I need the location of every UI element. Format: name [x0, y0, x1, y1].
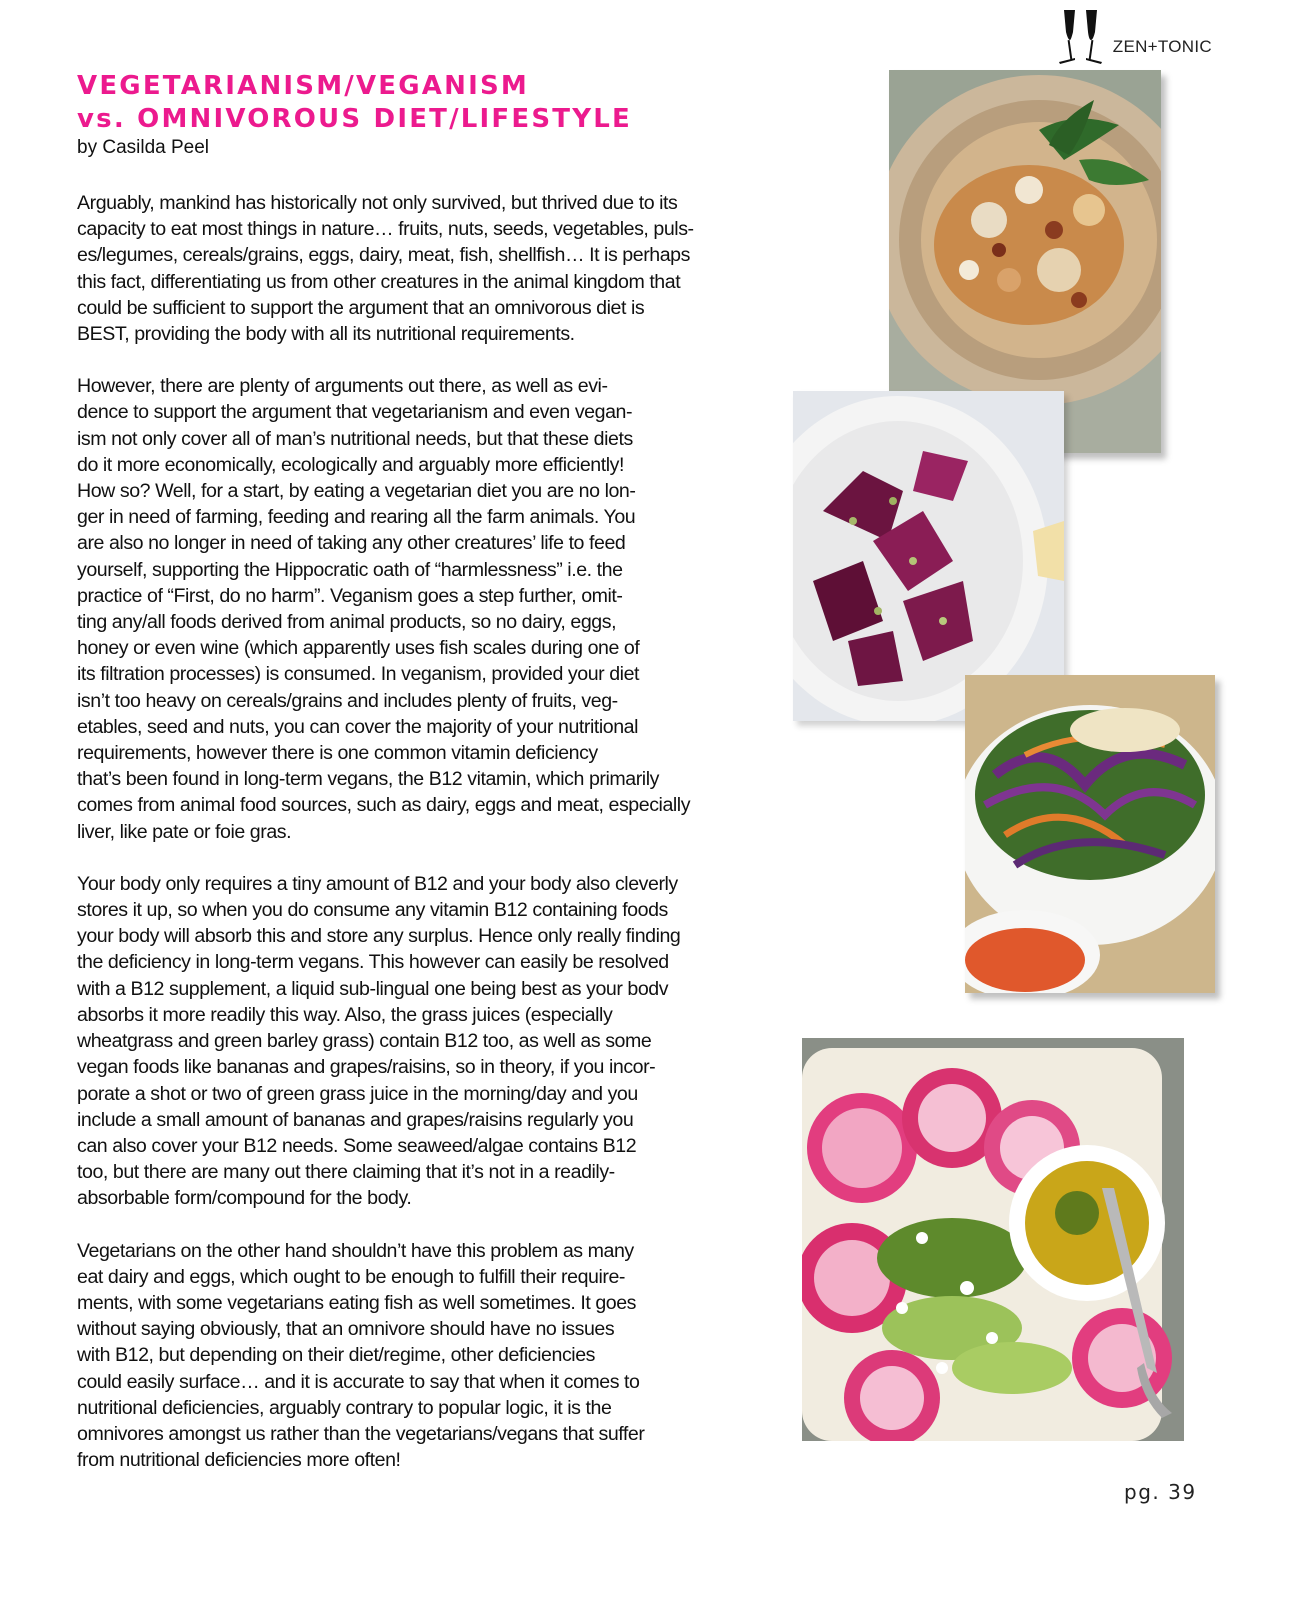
text-line: ism not only cover all of man’s nutritional needs, but that these diets: [77, 427, 633, 450]
text-line: How so? Well, for a start, by eating a vegetarian diet you are no lon-: [77, 480, 636, 503]
text-line: its filtration processes) is consumed. In veganism, provided your diet: [77, 663, 640, 686]
text-line: could be sufficient to support the argument that an omnivorous diet is: [77, 296, 645, 319]
article-header: [77, 70, 797, 160]
text-line: etables, seed and nuts, you can cover the majority of your nutritional: [77, 715, 639, 738]
text-line: eat dairy and eggs, which ought to be enough to fulfill their require-: [77, 1265, 625, 1288]
text-line: ments, with some vegetarians eating fish as well sometimes. It goes: [77, 1291, 637, 1314]
text-line: Vegetarians on the other hand shouldn’t have this problem as many: [77, 1239, 634, 1262]
text-line: absorbs it more readily this way. Also, the grass juices (especially: [77, 1003, 613, 1026]
article-paragraph: [77, 190, 797, 347]
text-line: vegan foods like bananas and grapes/raisins, so in theory, if you incor-: [77, 1056, 656, 1079]
text-line: es/legumes, cereals/grains, eggs, dairy, meat, fish, shellfish… It is perhaps: [77, 244, 690, 267]
text-line: do it more economically, ecologically and arguably more efficiently!: [77, 453, 624, 476]
article-paragraph: [77, 1238, 797, 1474]
photo-radish-avocado-plate: [802, 1038, 1184, 1441]
text-line: that’s been found in long-term vegans, the B12 vitamin, which primarily: [77, 768, 659, 791]
byline: by Casilda Peel: [77, 137, 210, 158]
brand-name: ZEN+TONIC: [1112, 37, 1212, 56]
text-line: isn’t too heavy on cereals/grains and includes plenty of fruits, veg-: [77, 689, 618, 712]
text-line: practice of “First, do no harm”. Veganism goes a step further, omit-: [77, 584, 623, 607]
text-line: nutritional deficiencies, arguably contrary to popular logic, it is the: [77, 1396, 612, 1419]
text-line: the deficiency in long-term vegans. This however can easily be resolved: [77, 951, 669, 974]
text-line: comes from animal food sources, such as dairy, eggs and meat, especially: [77, 794, 691, 817]
text-line: porate a shot or two of green grass juice in the morning/day and you: [77, 1082, 638, 1105]
text-line: without saying obviously, that an omnivore should have no issues: [77, 1318, 615, 1341]
text-line: too, but there are many out there claiming that it’s not in a readily-: [77, 1161, 615, 1184]
text-line: your body will absorb this and store any surplus. Hence only really finding: [77, 925, 681, 948]
text-line: wheatgrass and green barley grass) contain B12 too, as well as some: [77, 1030, 652, 1053]
champagne-glasses-icon: [1055, 6, 1107, 68]
text-line: are also no longer in need of taking any other creatures’ life to feed: [77, 532, 626, 555]
text-line: include a small amount of bananas and grapes/raisins regularly you: [77, 1108, 634, 1131]
text-line: dence to support the argument that vegetarianism and even vegan-: [77, 401, 633, 424]
brand: [1055, 6, 1212, 68]
text-line: requirements, however there is one common vitamin deficiency: [77, 742, 598, 765]
article-body: [77, 190, 797, 1499]
text-line: liver, like pate or foie gras.: [77, 820, 292, 843]
text-line: with a B12 supplement, a liquid sub-lingual one being best as your bodv: [77, 977, 669, 1000]
photo-beetroot-salad: [793, 391, 1064, 721]
text-line: this fact, differentiating us from other creatures in the animal kingdom that: [77, 270, 681, 293]
text-line: ting any/all foods derived from animal products, so no dairy, eggs,: [77, 611, 617, 634]
text-line: absorbable form/compound for the body.: [77, 1187, 412, 1210]
text-line: BEST, providing the body with all its nutritional requirements.: [77, 323, 575, 346]
article-title: [77, 70, 797, 136]
title-line-2: vs. OMNIVOROUS DIET/LIFESTYLE: [77, 104, 632, 134]
text-line: ger in need of farming, feeding and rearing all the farm animals. You: [77, 506, 636, 529]
text-line: omnivores amongst us rather than the vegetarians/vegans that suffer: [77, 1422, 645, 1445]
text-line: with B12, but depending on their diet/regime, other deficiencies: [77, 1344, 595, 1367]
text-line: capacity to eat most things in nature… fruits, nuts, seeds, vegetables, puls-: [77, 218, 694, 241]
article-paragraph: [77, 871, 797, 1212]
text-line: from nutritional deficiencies more often!: [77, 1449, 401, 1472]
text-line: Your body only requires a tiny amount of B12 and your body also cleverly: [77, 872, 678, 895]
page-number: pg. 39: [1124, 1480, 1197, 1504]
photo-slaw-salad: [965, 675, 1215, 993]
article-paragraph: [77, 373, 797, 845]
title-line-1: VEGETARIANISM/VEGANISM: [77, 71, 529, 101]
text-line: could easily surface… and it is accurate to say that when it comes to: [77, 1370, 640, 1393]
text-line: However, there are plenty of arguments out there, as well as evi-: [77, 375, 608, 398]
text-line: honey or even wine (which apparently uses fish scales during one of: [77, 637, 640, 660]
text-line: Arguably, mankind has historically not only survived, but thrived due to its: [77, 192, 678, 214]
text-line: can also cover your B12 needs. Some seaweed/algae contains B12: [77, 1134, 637, 1157]
text-line: stores it up, so when you do consume any vitamin B12 containing foods: [77, 899, 668, 922]
text-line: yourself, supporting the Hippocratic oath of “harmlessness” i.e. the: [77, 558, 623, 581]
